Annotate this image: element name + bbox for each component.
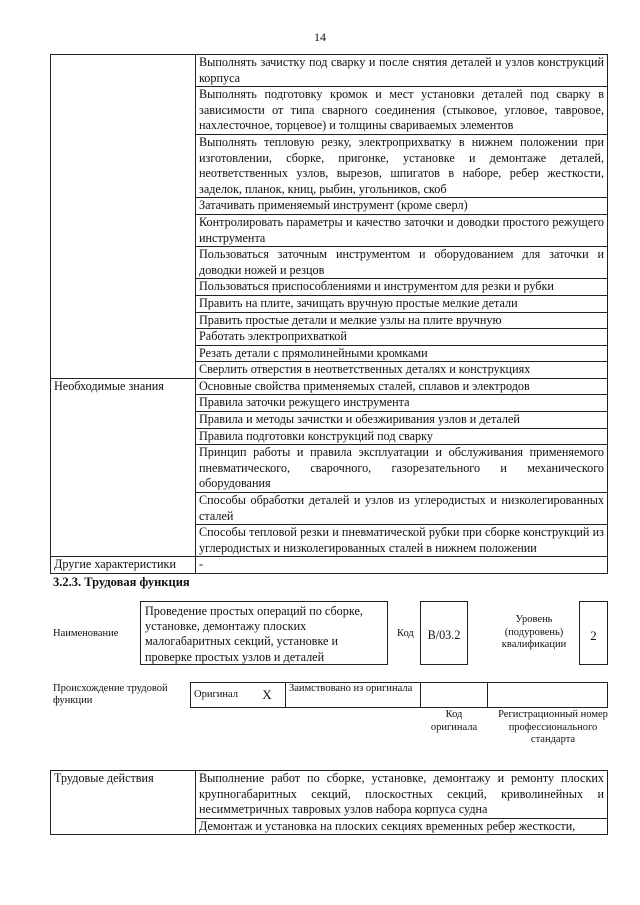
- knowledge-cell: Основные свойства применяемых сталей, сплавов и электродов: [196, 378, 608, 395]
- registration-caption: Регистрационный номер профессионального стандарта: [498, 709, 608, 745]
- action-cell: Выполнение работ по сборке, установке, демонтажу и ремонту плоских крупногабаритных секций, плоскостных секций, криволинейных и несимметричных тавровых узлов набора корпуса судна: [196, 771, 608, 819]
- skill-cell: Контролировать параметры и качество заточки и доводки простого режущего инструмента: [196, 214, 608, 246]
- knowledge-label: Необходимые знания: [51, 378, 196, 557]
- knowledge-cell: Принцип работы и правила эксплуатации и обслуживания применяемого пневматического, сварочного, газорезательного и механического оборудования: [196, 445, 608, 493]
- table-row: [51, 771, 608, 819]
- table-row: [191, 683, 608, 708]
- skill-cell: Затачивать применяемый инструмент (кроме сверл): [196, 198, 608, 215]
- function-code: B/03.2: [420, 601, 468, 665]
- other-characteristics-label: Другие характеристики: [51, 557, 196, 574]
- code-label: Код: [397, 628, 414, 639]
- name-label: Наименование: [53, 628, 119, 639]
- table-row: [51, 55, 608, 87]
- knowledge-cell: Правила заточки режущего инструмента: [196, 395, 608, 412]
- level-label: Уровень (подуровень) квалификации: [501, 614, 567, 650]
- skill-cell: Править простые детали и мелкие узлы на плите вручную: [196, 312, 608, 329]
- function-name: Проведение простых операций по сборке, установке, демонтажу плоских малогабаритных секций, установке и проверке простых узлов и деталей: [140, 601, 388, 665]
- table-row: [51, 378, 608, 395]
- other-characteristics-value: -: [196, 557, 608, 574]
- table-row: [51, 557, 608, 574]
- skill-cell: Выполнять тепловую резку, электроприхватку в нижнем положении при изготовлении, сборке, пригонке, установке и демонтаже деталей, неответственных узлов, вырезов, шпигатов в наборе, ребер жесткости, заделок, планок, книц, рыбин, угольников, скоб: [196, 134, 608, 197]
- knowledge-cell: Правила и методы зачистки и обезжиривания узлов и деталей: [196, 412, 608, 429]
- skill-cell: Сверлить отверстия в неответственных деталях и конструкциях: [196, 362, 608, 379]
- skill-cell: Выполнять подготовку кромок и мест установки деталей под сварку в зависимости от типа сварного соединения (стыковое, угловое, тавровое, нахлесточное, торцевое) и толщины свариваемых элементов: [196, 87, 608, 135]
- origin-table: [190, 682, 608, 708]
- knowledge-cell: Способы обработки деталей и узлов из углеродистых и низколегированных сталей: [196, 493, 608, 525]
- skill-cell: Пользоваться заточным инструментом и оборудованием для заточки и доводки ножей и резцов: [196, 247, 608, 279]
- original-label: Оригинал: [191, 683, 250, 708]
- registration-number-cell: [488, 683, 608, 708]
- original-mark: X: [249, 683, 286, 708]
- section-title: 3.2.3. Трудовая функция: [53, 575, 190, 589]
- skill-cell: Выполнять зачистку под сварку и после снятия деталей и узлов конструкций корпуса: [196, 55, 608, 87]
- labor-actions-table: [50, 770, 608, 835]
- origin-label: Происхождение трудовой функции: [53, 683, 168, 706]
- skill-cell: Править на плите, зачищать вручную простые мелкие детали: [196, 295, 608, 312]
- skill-cell: Резать детали с прямолинейными кромками: [196, 345, 608, 362]
- knowledge-cell: Способы тепловой резки и пневматической рубки при сборке конструкций из углеродистых и низколегированных сталей в нижнем положении: [196, 525, 608, 557]
- action-cell: Демонтаж и установка на плоских секциях временных ребер жесткости,: [196, 818, 608, 835]
- original-code-cell: [421, 683, 488, 708]
- skill-cell: Пользоваться приспособлениями и инструментом для резки и рубки: [196, 279, 608, 296]
- page-number: 14: [314, 30, 326, 44]
- knowledge-cell: Правила подготовки конструкций под сварку: [196, 428, 608, 445]
- skill-cell: Работать электроприхваткой: [196, 329, 608, 346]
- skills-label-cell: [51, 55, 196, 379]
- qualification-level: 2: [579, 601, 608, 665]
- code-caption: Код оригинала: [430, 709, 478, 733]
- actions-label: Трудовые действия: [51, 771, 196, 835]
- borrowed-label: Заимствовано из оригинала: [286, 683, 421, 708]
- skills-knowledge-table: [50, 54, 608, 574]
